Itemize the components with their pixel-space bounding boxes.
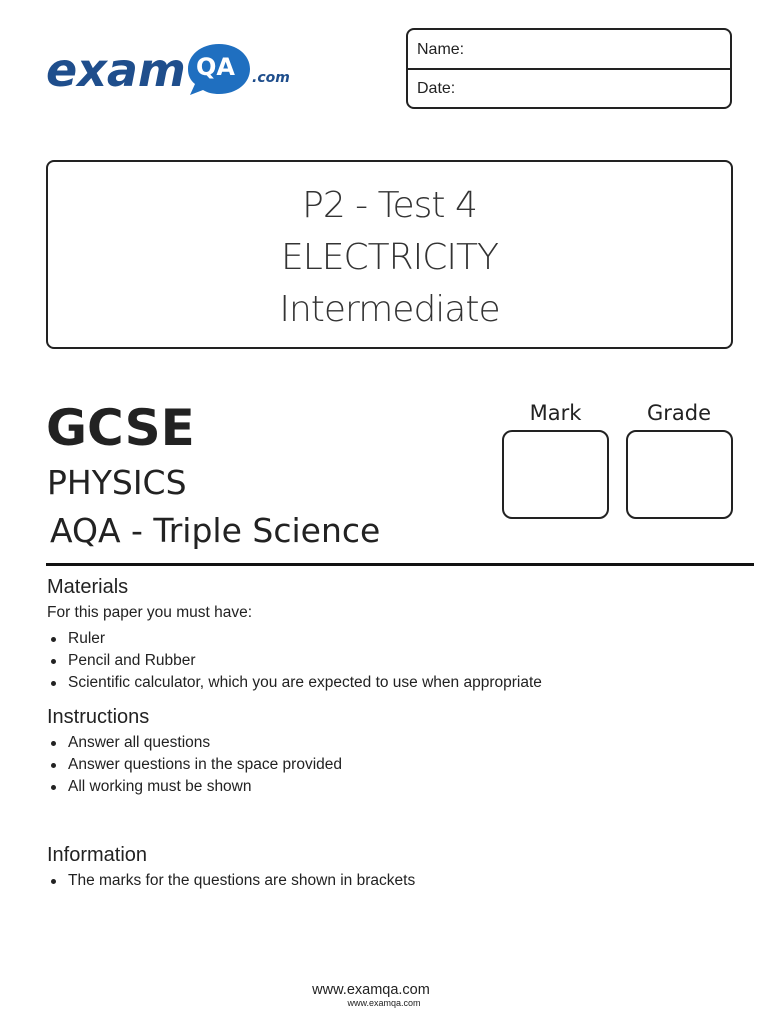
test-topic: ELECTRICITY xyxy=(280,237,499,278)
instructions-heading: Instructions xyxy=(47,706,150,728)
section-divider xyxy=(46,563,754,566)
student-details-box xyxy=(406,28,732,109)
footer-url-small[interactable]: www.examqa.com xyxy=(347,998,421,1008)
materials-intro: For this paper you must have: xyxy=(47,604,253,621)
grade-box[interactable] xyxy=(626,430,733,519)
logo-suffix: .com xyxy=(252,70,290,86)
test-title-box xyxy=(46,160,733,349)
name-label: Name: xyxy=(417,41,465,58)
materials-list xyxy=(47,628,542,694)
list-item: Answer all questions xyxy=(47,732,342,754)
mark-box[interactable] xyxy=(502,430,609,519)
test-number: P2 - Test 4 xyxy=(302,185,477,226)
qualification-level: GCSE xyxy=(46,399,195,457)
examqa-logo xyxy=(46,40,296,104)
name-field[interactable] xyxy=(408,30,730,70)
list-item: All working must be shown xyxy=(47,776,342,798)
list-item: Scientific calculator, which you are expected to use when appropriate xyxy=(47,672,542,694)
instructions-list xyxy=(47,732,342,798)
information-list xyxy=(47,870,415,892)
test-difficulty: Intermediate xyxy=(279,289,500,330)
materials-heading: Materials xyxy=(47,576,129,598)
list-item: Answer questions in the space provided xyxy=(47,754,342,776)
subject-name: PHYSICS xyxy=(47,463,187,502)
list-item: Ruler xyxy=(47,628,542,650)
mark-label: Mark xyxy=(529,401,582,425)
list-item: The marks for the questions are shown in brackets xyxy=(47,870,415,892)
exam-board: AQA - Triple Science xyxy=(50,511,381,550)
logo-badge-text: QA xyxy=(196,53,235,81)
footer-url[interactable]: www.examqa.com xyxy=(312,982,430,998)
date-label: Date: xyxy=(417,80,456,97)
logo-wordmark: exam xyxy=(46,43,186,97)
information-heading: Information xyxy=(47,844,148,866)
list-item: Pencil and Rubber xyxy=(47,650,542,672)
grade-label: Grade xyxy=(646,401,712,425)
date-field[interactable] xyxy=(408,69,730,109)
